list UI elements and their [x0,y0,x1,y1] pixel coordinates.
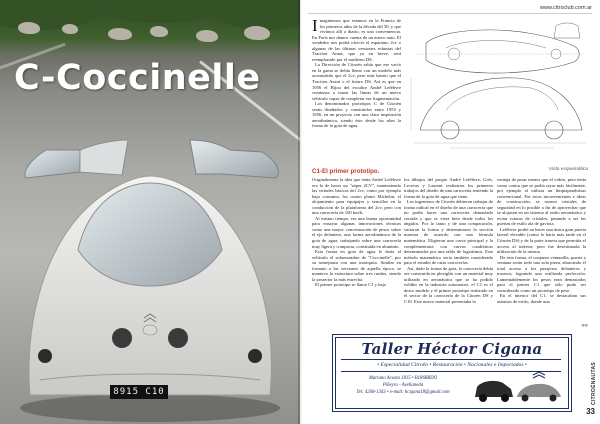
article-column-3 [497,177,586,330]
article-paragraph: De esta forma, el conjunto ventanilla, puerta y ventana serán todo una sola pieza, abarcando el total acceso a los pasajeros delanteros y traseros, logrando una estilizada perfección. Lamentablemente los pesos eran demasiados para el primer C1 que sólo pudo ser considerado como un prototipo de peso. [497,254,586,293]
ad-city: Piñeyro - Avellaneda [382,383,424,388]
article-paragraph: Esta forma en gota de agua le daría al vehículo el sobrenombre de "Coccinelle", por su semejanza con una mariquita. Similar en formato a las versiones de aquella época, se mantuvo la estructura sobre tres ruedas, siendo la posterior la más estrecha. [312,249,401,282]
intro-paragraph: La Dirección de Citroën sabía que ese vacío en la gama se debía llenar con un modelo más acomodado que el 2cv, pero más barato que el Traction Avant o el futuro DS. Así es que en 1956 el Bijou del escultor André Lefèbvre comienza a trazar las líneas de un nuevo vehículo capaz de completar esa fragmentación. [312,62,401,101]
intro-paragraph: Los denominados prototipos C de Citroën serán diseñados y construidos entre 1955 y 1956, en un proyecto con una clara inspiración aerodinámica, siendo éste desde los años la forma de la gota de agua. [312,101,401,129]
ad-address: Mariano Acosta 1815 • B1868BDO [368,376,438,381]
right-page-article [302,0,600,424]
article-paragraph: Los ingenieros de Citroën debieron trabajar de forma radical en el diseño de una carrocería que no podía hacer una carrocería demasiado cerrada y que se viera bien desde todos los ángulos. Por lo tanto y de una comparación, variaron la forma y determinaron la sección maestra de acuerdo con una fórmula matemática. Eligieron una curva principal y la complementaria con curvas cuadráticas determinadas por una tabla de logaritmos. Este método matemático sería también considerado para el estudio de otras carrocerías. [404,199,493,266]
section-side-label: CITROËNAUTAS [591,362,597,405]
section-heading: C1-El primer prototipo. [312,168,380,175]
article-column-1 [312,177,401,330]
article-paragraph: El primer prototipo se llamó C1 y bajo [315,282,387,288]
article-paragraph: Al mismo tiempo, era una buena oportunidad para ensayar algunas innovaciones técnicas como una mayor concentración de pesos sobre el eje delantero, una forma aerodinámica de la gota de agua, trabajando sobre una carrocería muy ligera y compacta, construida en aluminio. [312,215,401,249]
advertisement-box [332,334,572,412]
intro-column [312,18,401,166]
article-paragraph: los dibujos del propio André Lefèbvre, Grés, Lecreux y Laurent realizaron los primeros trabajos del diseño de una carrocería teniendo la forma de la gota de agua que tiene. [404,177,493,199]
ad-services: • Especialidad Citroën • Restauración • Nacionales e Importados • [377,362,527,368]
ad-title: Taller Héctor Cigana [361,340,543,358]
drop-cap: I [312,18,318,35]
continued-arrow-icon: »» [581,323,588,329]
license-plate: 8915 C10 [110,385,168,399]
article-column-2 [404,177,493,330]
ad-contact: Tel: 4208-1343 • e-mail: hcigana18@gmail.com [356,390,450,395]
article-paragraph: Así, dado la forma de gota, la carrocería debía ser construida en plexiglás con un material muy utilizado en aeronáutica que se ha podido exhibir en la industria automotriz, el C1 es el único modelo y el primer prototipo realizado en el sector de la carrocería de la Citroën DS y C10. Este nuevo material presentaba la [404,265,493,305]
intro-paragraph [312,18,401,62]
article-paragraph: Originalmente la idea que tenía André Lefèbvre era la de hacer un "súper 2CV", manteniendo las virtudes básicas del 2cv, como por ejemplo bajo consumo, los cuatro platos Michelin, el alojamiento para equipajes y sencillez en la conducción de la plataforma del 2cv, pero con una carrocería de 100 km/h. [312,177,401,216]
article-paragraph: Lefèbvre probó en hacer una única gran puerta lateral elevable (como lo haría más tarde en el Citroën DS) y de la parte trasera que permitía el acceso al interior, pero fue desestimada la utilización de la misma. [497,226,586,255]
drawing-caption: Vista esquemática [548,167,588,172]
website-url[interactable]: www.citroclub.com.ar [540,5,592,11]
header-divider [308,13,592,14]
page-number: 33 [586,407,595,416]
article-paragraph: ventaja de pesar menos que el vidrio, pero tenía como contra que se podía rayar más fácilmente, por ejemplo al utilizar un limpiaparabrisas convencional. Por estos inconvenientes e ideas de construcción, se usaron cristales de seguridad en lo posible a fin de aprovechar que se alojasen en un sistema al estilo aeronáutico y evitar roturas de cristales, pasando a ser las puertas de estilo ala de gaviota. [497,177,586,227]
article-paragraph: En el interior del C1, se destacaban sus asientos de estilo, donde una [497,293,586,305]
ad-cars-illustration [473,371,565,405]
schematic-drawing [406,18,592,163]
ad-address-block [343,375,463,396]
ad-divider [341,359,561,360]
intro-paragraph-text: maginemos que estamos en la Francia de los primeros años de la década del 50, y que vivimos allí a diario, es una conveniencia. En París nos damos cuenta de un nuevo auto. El vendedor nos podrá ofrecer el espartano 2cv o algunas de las últimas versiones robustas del Traction Avant, que ya en breve, será reemplazado por el moderno DS. [312,18,401,62]
page-title: C-Coccinelle [14,58,261,98]
